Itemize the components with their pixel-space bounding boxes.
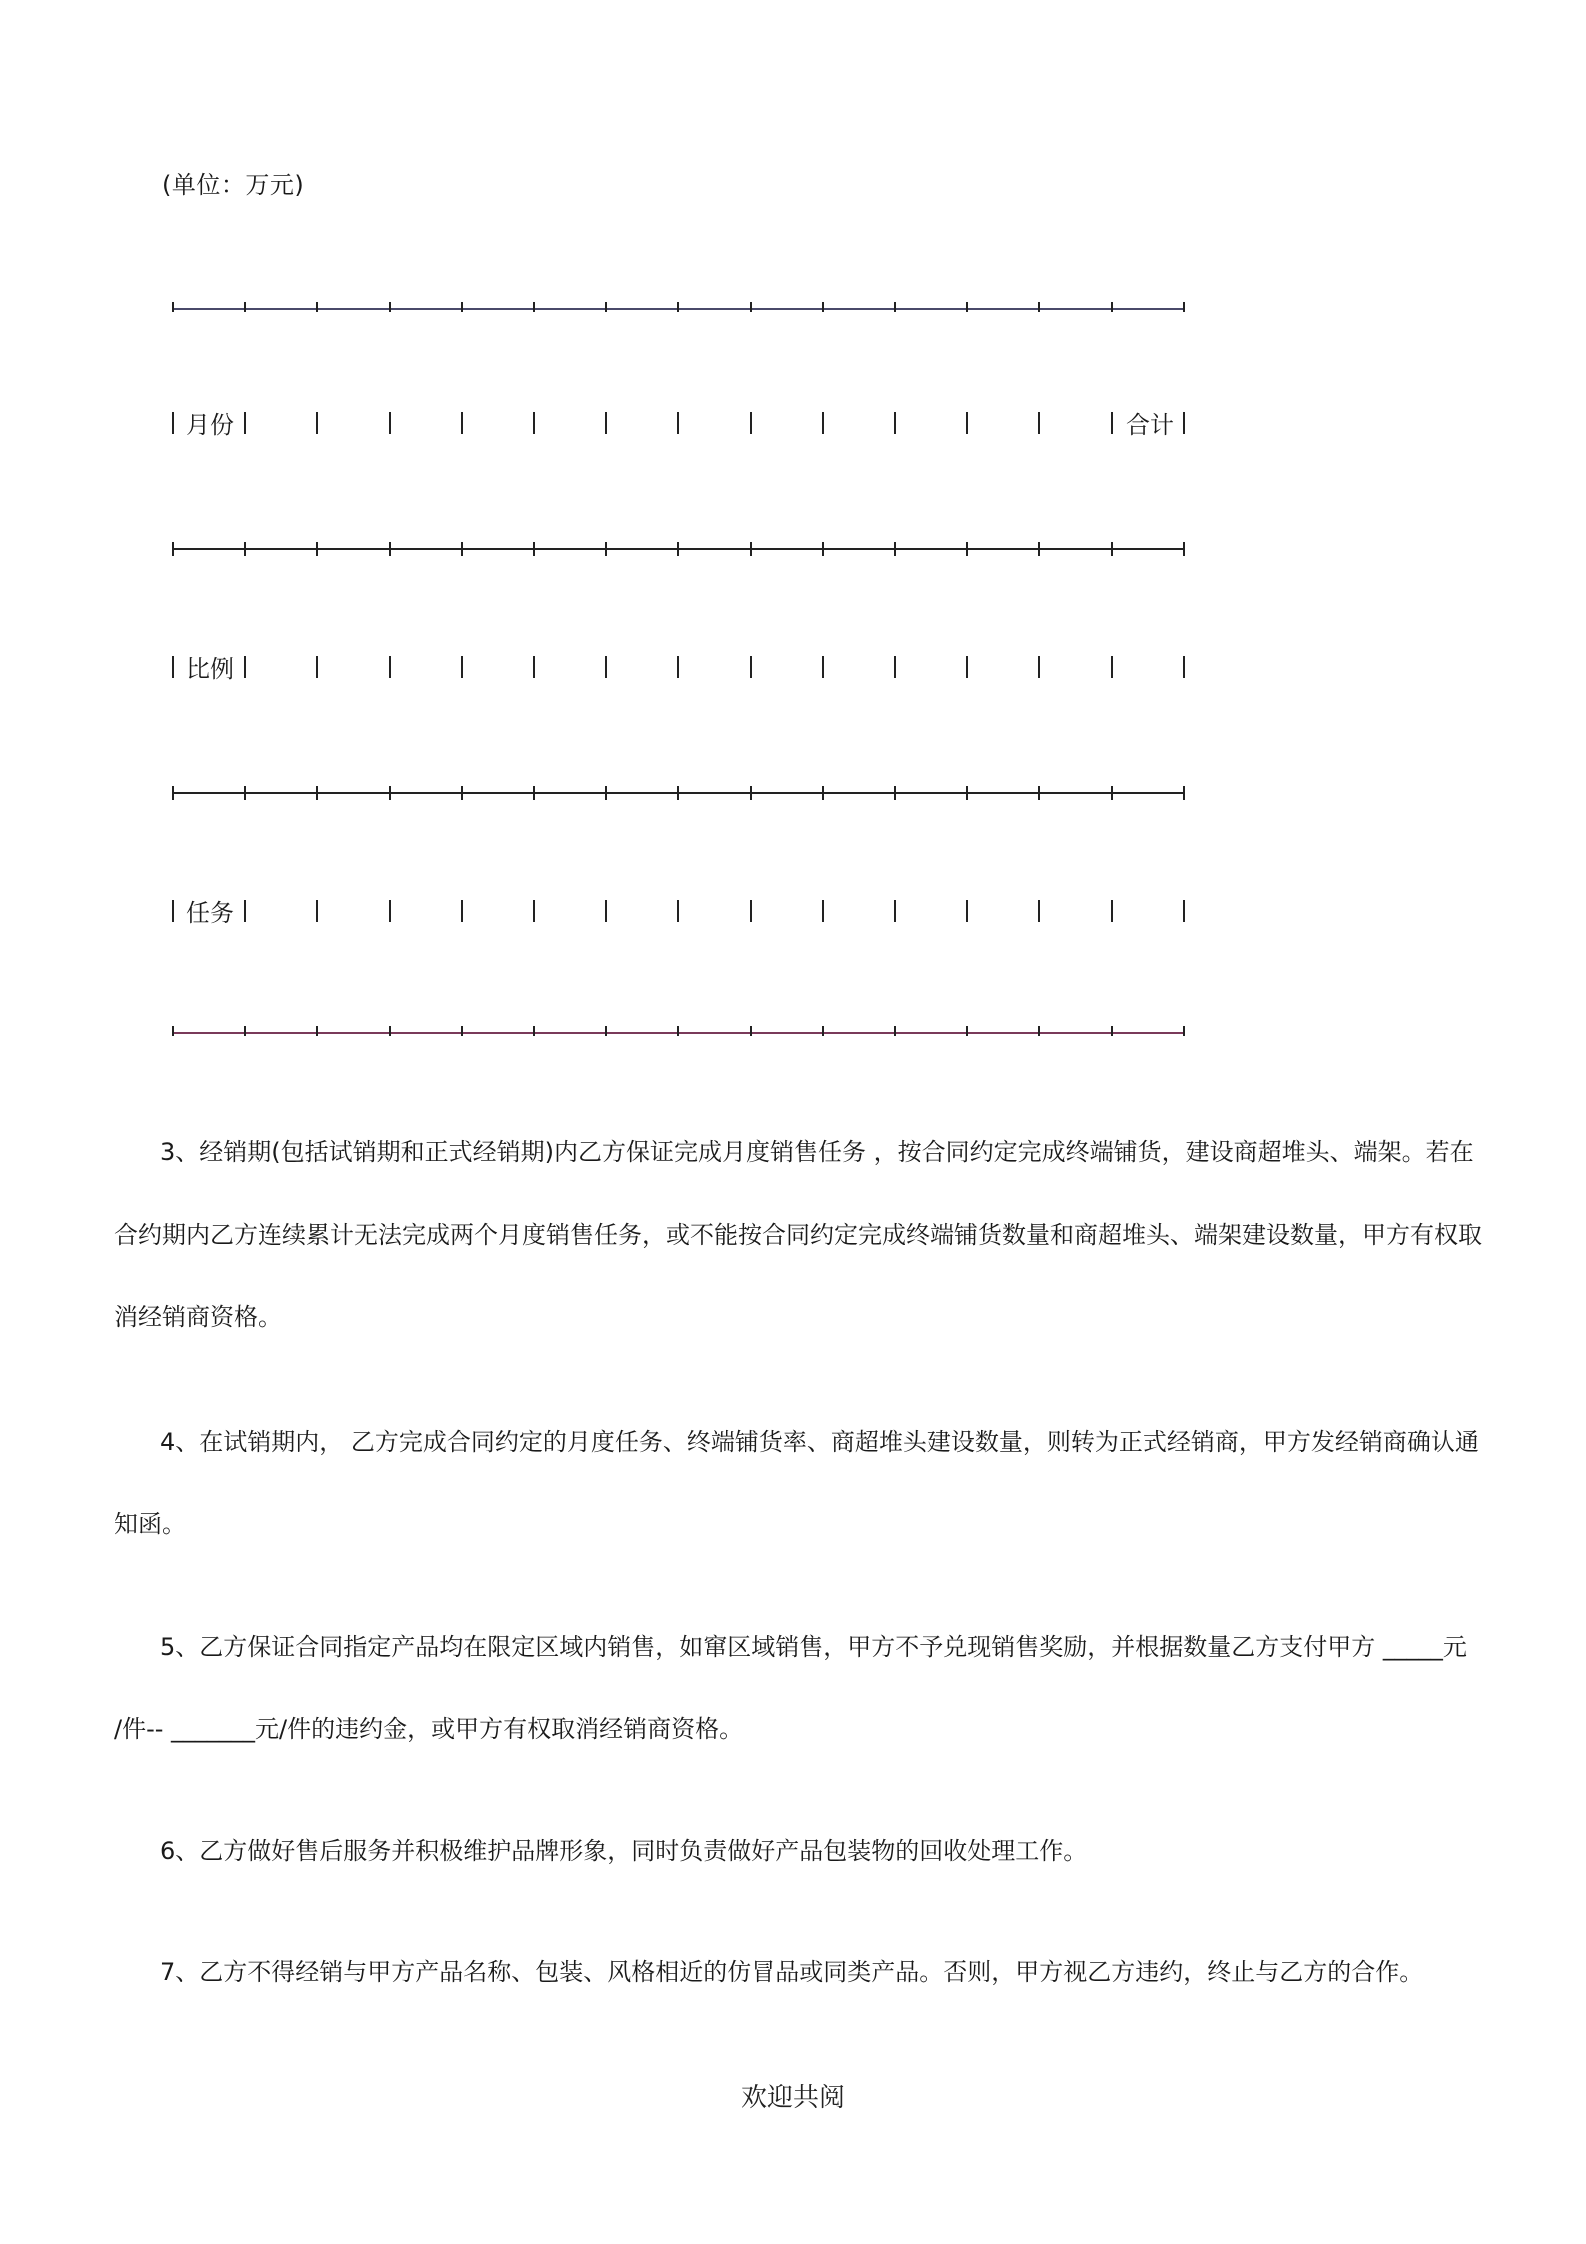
table-tick	[966, 1026, 968, 1036]
table-tick	[894, 786, 896, 800]
table-tick	[389, 302, 391, 312]
cell-divider	[605, 900, 607, 922]
cell-divider	[894, 412, 896, 434]
cell-divider	[1038, 656, 1040, 678]
cell-divider	[750, 900, 752, 922]
table-tick	[461, 302, 463, 312]
table-tick	[894, 302, 896, 312]
table-tick	[1111, 542, 1113, 556]
table-tick	[389, 1026, 391, 1036]
table-tick	[677, 786, 679, 800]
cell-divider	[1111, 656, 1113, 678]
cell-divider	[822, 656, 824, 678]
cell-divider	[389, 412, 391, 434]
table-tick	[1038, 302, 1040, 312]
table-tick	[1111, 1026, 1113, 1036]
cell-divider	[605, 412, 607, 434]
table-tick	[172, 786, 174, 800]
table-tick	[822, 302, 824, 312]
clause-4-line-2: 知函。	[114, 1510, 186, 1538]
table-tick	[461, 542, 463, 556]
table-tick	[966, 786, 968, 800]
page-footer: 欢迎共阅	[740, 2083, 845, 2113]
table-tick	[822, 1026, 824, 1036]
table-tick	[1038, 786, 1040, 800]
cell-divider	[316, 900, 318, 922]
cell-divider	[1111, 900, 1113, 922]
cell-divider	[172, 900, 174, 922]
table-tick	[172, 542, 174, 556]
cell-divider	[461, 900, 463, 922]
clause-7-line-1: 7、乙方不得经销与甲方产品名称、包装、风格相近的仿冒品或同类产品。否则，甲方视乙方违约，终止与乙方的合作。	[160, 1958, 1424, 1986]
table-tick	[389, 786, 391, 800]
table-tick	[605, 786, 607, 800]
table-tick	[461, 1026, 463, 1036]
cell-divider	[389, 656, 391, 678]
table-tick	[316, 786, 318, 800]
cell-divider	[677, 900, 679, 922]
table-tick	[1038, 542, 1040, 556]
cell-divider	[822, 900, 824, 922]
cell-divider	[461, 656, 463, 678]
table-tick	[244, 542, 246, 556]
table-tick	[677, 302, 679, 312]
cell-divider	[533, 900, 535, 922]
table-tick	[1111, 302, 1113, 312]
table-tick	[677, 1026, 679, 1036]
clause-4-line-1: 4、在试销期内， 乙方完成合同约定的月度任务、终端铺货率、商超堆头建设数量，则转为正式经销商，甲方发经销商确认通	[160, 1428, 1479, 1456]
table-tick	[316, 1026, 318, 1036]
row-label-task: 任务	[186, 899, 234, 927]
table-tick	[244, 786, 246, 800]
cell-divider	[750, 412, 752, 434]
cell-divider	[894, 656, 896, 678]
cell-divider	[316, 656, 318, 678]
table-tick	[750, 1026, 752, 1036]
table-tick	[750, 542, 752, 556]
cell-divider	[244, 412, 246, 434]
table-tick	[244, 302, 246, 312]
table-tick	[533, 542, 535, 556]
clause-6-line-1: 6、乙方做好售后服务并积极维护品牌形象，同时负责做好产品包装物的回收处理工作。	[160, 1837, 1088, 1865]
cell-divider	[966, 412, 968, 434]
total-label: 合计	[1126, 411, 1174, 439]
clause-3-line-2: 合约期内乙方连续累计无法完成两个月度销售任务，或不能按合同约定完成终端铺货数量和商超堆头、端架建设数量，甲方有权取	[114, 1221, 1482, 1249]
table-tick	[1038, 1026, 1040, 1036]
table-tick	[822, 786, 824, 800]
table-tick	[1183, 542, 1185, 556]
cell-divider	[1183, 900, 1185, 922]
table-tick	[966, 542, 968, 556]
cell-divider	[605, 656, 607, 678]
cell-divider	[316, 412, 318, 434]
row-label-ratio: 比例	[186, 655, 234, 683]
table-tick	[966, 302, 968, 312]
table-tick	[316, 302, 318, 312]
row-label-month: 月份	[186, 411, 234, 439]
table-tick	[1183, 786, 1185, 800]
table-tick	[822, 542, 824, 556]
table-tick	[894, 1026, 896, 1036]
cell-divider	[966, 656, 968, 678]
cell-divider	[244, 900, 246, 922]
table-tick	[605, 1026, 607, 1036]
cell-divider	[461, 412, 463, 434]
clause-5-line-2: /件-- _______元/件的违约金，或甲方有权取消经销商资格。	[114, 1715, 744, 1743]
table-tick	[605, 542, 607, 556]
cell-divider	[966, 900, 968, 922]
cell-divider	[172, 412, 174, 434]
table-tick	[461, 786, 463, 800]
table-tick	[389, 542, 391, 556]
table-tick	[750, 302, 752, 312]
cell-divider	[1183, 656, 1185, 678]
cell-divider	[894, 900, 896, 922]
cell-divider	[172, 656, 174, 678]
table-tick	[316, 542, 318, 556]
table-tick	[1183, 1026, 1185, 1036]
clause-5-line-1: 5、乙方保证合同指定产品均在限定区域内销售，如窜区域销售，甲方不予兑现销售奖励，并根据数量乙方支付甲方 _____元	[160, 1633, 1467, 1661]
cell-divider	[533, 412, 535, 434]
table-tick	[533, 786, 535, 800]
cell-divider	[677, 656, 679, 678]
table-tick	[1111, 786, 1113, 800]
table-tick	[605, 302, 607, 312]
unit-note: (单位：万元)	[162, 171, 305, 199]
table-tick	[533, 1026, 535, 1036]
cell-divider	[1111, 412, 1113, 434]
cell-divider	[244, 656, 246, 678]
cell-divider	[822, 412, 824, 434]
clause-3-line-3: 消经销商资格。	[114, 1303, 282, 1331]
table-tick	[172, 302, 174, 312]
table-tick	[677, 542, 679, 556]
cell-divider	[677, 412, 679, 434]
cell-divider	[1038, 900, 1040, 922]
cell-divider	[750, 656, 752, 678]
table-tick	[533, 302, 535, 312]
cell-divider	[389, 900, 391, 922]
cell-divider	[1038, 412, 1040, 434]
table-tick	[244, 1026, 246, 1036]
table-tick	[750, 786, 752, 800]
table-tick	[894, 542, 896, 556]
cell-divider	[533, 656, 535, 678]
clause-3-line-1: 3、经销期(包括试销期和正式经销期)内乙方保证完成月度销售任务 ，按合同约定完成终端铺货，建设商超堆头、端架。若在	[160, 1138, 1474, 1166]
table-tick	[172, 1026, 174, 1036]
table-tick	[1183, 302, 1185, 312]
cell-divider	[1183, 412, 1185, 434]
